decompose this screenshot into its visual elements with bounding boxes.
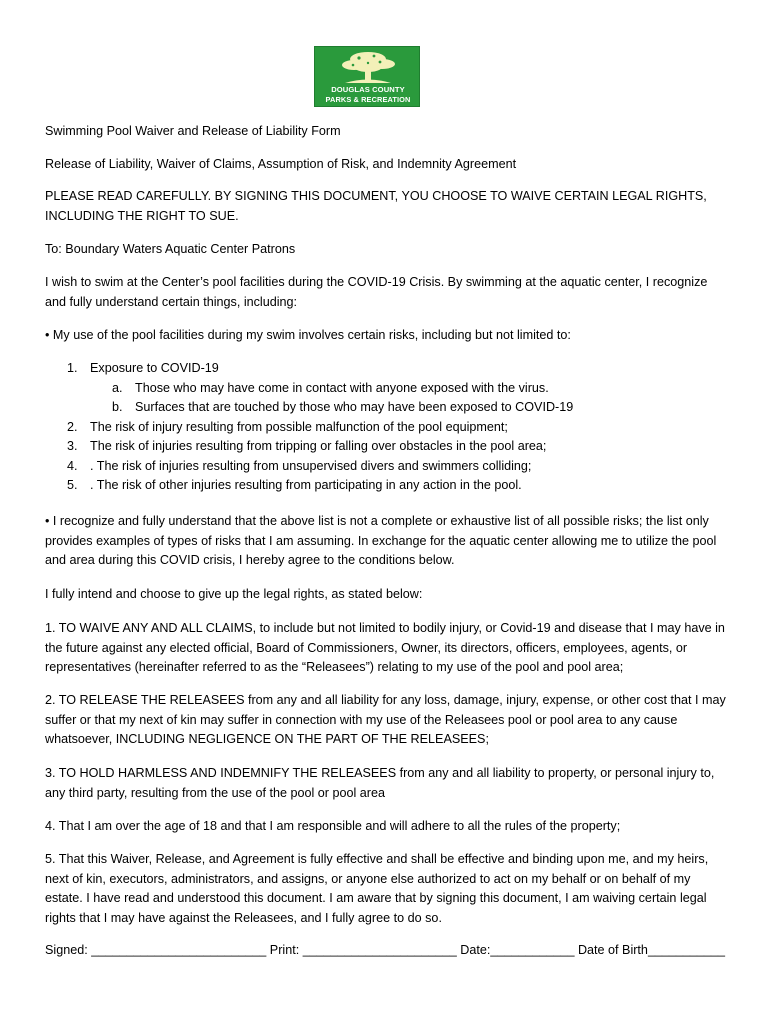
legal-warning: PLEASE READ CAREFULLY. BY SIGNING THIS DOCUMENT, YOU CHOOSE TO WAIVE CERTAIN LEGAL RIGHTS, INCLUDING THE RIGHT TO SUE. (45, 189, 707, 223)
list-item: 1. Exposure to COVID-19 (67, 361, 219, 375)
list-item: 5. . The risk of other injuries resulting from participating in any action in the pool. (67, 478, 522, 492)
list-item: a. Those who may have come in contact with anyone exposed with the virus. (112, 380, 549, 395)
intro-paragraph: I wish to swim at the Center’s pool facilities during the COVID-19 Crisis. By swimming at the aquatic center, I recognize and fully understand certain things, including: (45, 275, 708, 309)
list-item: 2. The risk of injury resulting from possible malfunction of the pool equipment; (67, 419, 508, 434)
clause-5: 5. That this Waiver, Release, and Agreement is fully effective and shall be effective and binding upon me, and my heirs, next of kin, executors, administrators, and assigns, or anyone else authorized to act on my behalf or on behalf of my estate. I have read and understood this document. I am aware that by signing this document, I am waiving certain legal rights that I may have against the Releasees, and I fully agree to do so. (45, 852, 709, 925)
tree-icon (339, 49, 397, 85)
risk-list (45, 359, 730, 496)
signature-line[interactable]: Signed: _________________________ Print: ______________________ Date:____________ Date of Birth___________ (45, 943, 725, 957)
clause-2: 2. TO RELEASE THE RELEASEES from any and all liability for any loss, damage, injury, expense, or other cost that I may suffer or that my next of kin may suffer in connection with my use of the Releasees pool or pool area to any cause whatsoever, INCLUDING NEGLIGENCE ON THE PART OF THE RELEASEES; (45, 693, 726, 746)
form-title: Swimming Pool Waiver and Release of Liability Form (45, 124, 341, 138)
clause-3: 3. TO HOLD HARMLESS AND INDEMNIFY THE RELEASEES from any and all liability to property, or personal injury to, any third party, resulting from the use of the pool or pool area (45, 766, 715, 800)
risk-bullet: • My use of the pool facilities during my swim involves certain risks, including but not limited to: (45, 328, 571, 342)
clause-1: 1. TO WAIVE ANY AND ALL CLAIMS, to include but not limited to bodily injury, or Covid-19 and disease that I may have in the future against any elected official, Board of Commissioners, Owner, its directors, officers, employees, agents, or representatives (hereinafter referred to as the “Releasees”) relating to my use of the pool and pool area; (45, 621, 725, 674)
logo-line-1: DOUGLAS COUNTY (331, 85, 405, 94)
logo-line-2: PARKS & RECREATION (325, 95, 411, 104)
list-item: 4. . The risk of injuries resulting from unsupervised divers and swimmers colliding; (67, 458, 532, 473)
douglas-county-logo (314, 46, 420, 107)
list-item: b. Surfaces that are touched by those who may have been exposed to COVID-19 (112, 400, 574, 414)
acknowledgement-bullet: • I recognize and fully understand that the above list is not a complete or exhaustive list of all possible risks; the list only provides examples of types of risks that I am assuming. In exchange for the aquatic center allowing me to utilize the pool and area during this COVID crisis, I hereby agree to the conditions below. (45, 514, 717, 567)
addressee: To: Boundary Waters Aquatic Center Patrons (45, 242, 296, 256)
list-item: 3. The risk of injuries resulting from tripping or falling over obstacles in the pool area; (67, 439, 547, 453)
form-subtitle: Release of Liability, Waiver of Claims, Assumption of Risk, and Indemnity Agreement (45, 157, 517, 171)
intent-statement: I fully intend and choose to give up the legal rights, as stated below: (45, 587, 423, 601)
clause-4: 4. That I am over the age of 18 and that I am responsible and will adhere to all the rules of the property; (45, 819, 621, 833)
